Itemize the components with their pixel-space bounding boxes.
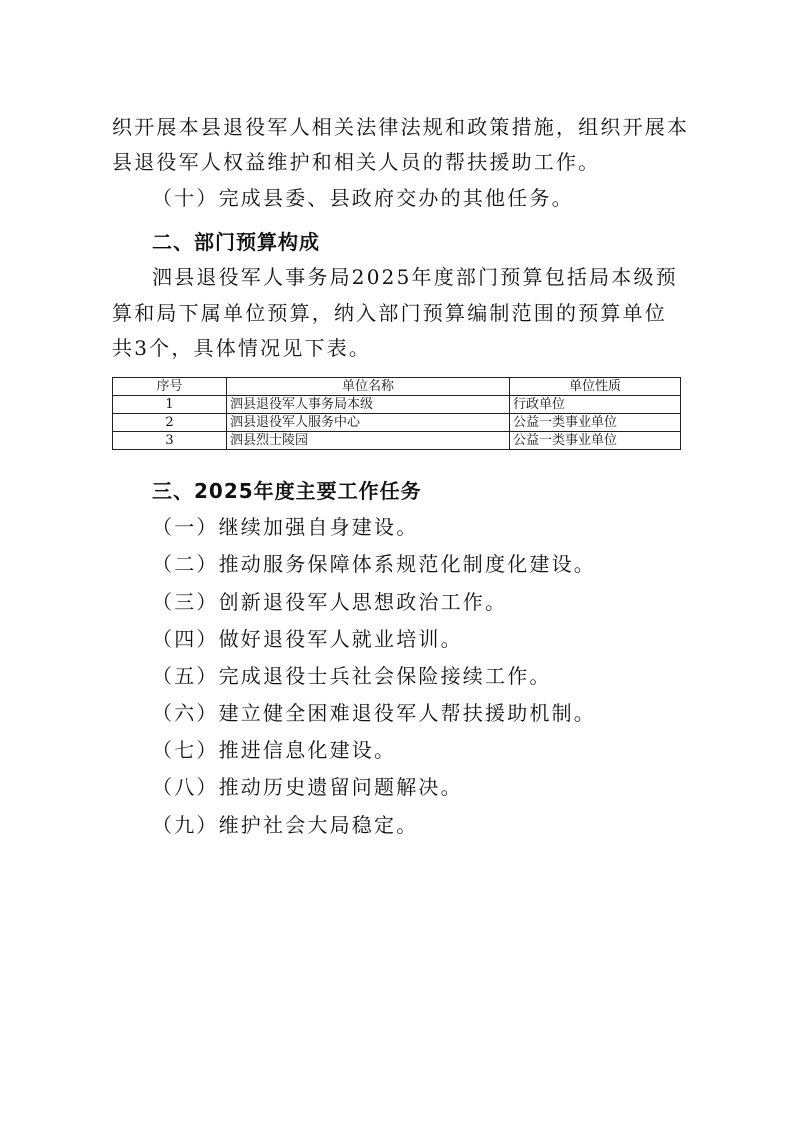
task-item-5: （五）完成退役士兵社会保险接续工作。 xyxy=(152,664,552,688)
section-2-para-line-1: 泗县退役军人事务局2025年度部门预算包括局本级预 xyxy=(152,265,678,289)
section-2-para-line-2: 算和局下属单位预算，纳入部门预算编制范围的预算单位 xyxy=(112,301,667,325)
intro-item-10: （十）完成县委、县政府交办的其他任务。 xyxy=(152,186,574,210)
intro-line-1: 织开展本县退役军人相关法律法规和政策措施，组织开展本 xyxy=(112,115,690,139)
task-item-6: （六）建立健全困难退役军人帮扶援助机制。 xyxy=(152,701,596,725)
task-item-8: （八）推动历史遗留问题解决。 xyxy=(152,775,463,799)
task-item-4: （四）做好退役军人就业培训。 xyxy=(152,627,463,651)
section-2-para-line-3: 共3个，具体情况见下表。 xyxy=(112,336,372,360)
table-header-type: 单位性质 xyxy=(510,378,681,396)
table-cell-name: 泗县烈士陵园 xyxy=(227,432,510,450)
table-cell-no: 2 xyxy=(113,414,227,432)
table-cell-type: 行政单位 xyxy=(510,396,681,414)
task-item-7: （七）推进信息化建设。 xyxy=(152,738,397,762)
table-cell-name: 泗县退役军人事务局本级 xyxy=(227,396,510,414)
task-item-9: （九）维护社会大局稳定。 xyxy=(152,813,419,837)
table-cell-no: 3 xyxy=(113,432,227,450)
table-row xyxy=(113,432,681,450)
table-cell-type: 公益一类事业单位 xyxy=(510,432,681,450)
table-header-row xyxy=(113,378,681,396)
section-3-heading: 三、2025年度主要工作任务 xyxy=(152,479,422,503)
intro-line-2: 县退役军人权益维护和相关人员的帮扶援助工作。 xyxy=(112,150,601,174)
table-cell-type: 公益一类事业单位 xyxy=(510,414,681,432)
task-item-1: （一）继续加强自身建设。 xyxy=(152,515,419,539)
section-2-heading: 二、部门预算构成 xyxy=(152,230,320,254)
budget-units-table xyxy=(112,377,680,450)
table-row xyxy=(113,414,681,432)
task-item-3: （三）创新退役军人思想政治工作。 xyxy=(152,590,508,614)
table-cell-no: 1 xyxy=(113,396,227,414)
table-header-name: 单位名称 xyxy=(227,378,510,396)
task-item-2: （二）推动服务保障体系规范化制度化建设。 xyxy=(152,552,596,576)
table-header-no: 序号 xyxy=(113,378,227,396)
table-cell-name: 泗县退役军人服务中心 xyxy=(227,414,510,432)
table-row xyxy=(113,396,681,414)
